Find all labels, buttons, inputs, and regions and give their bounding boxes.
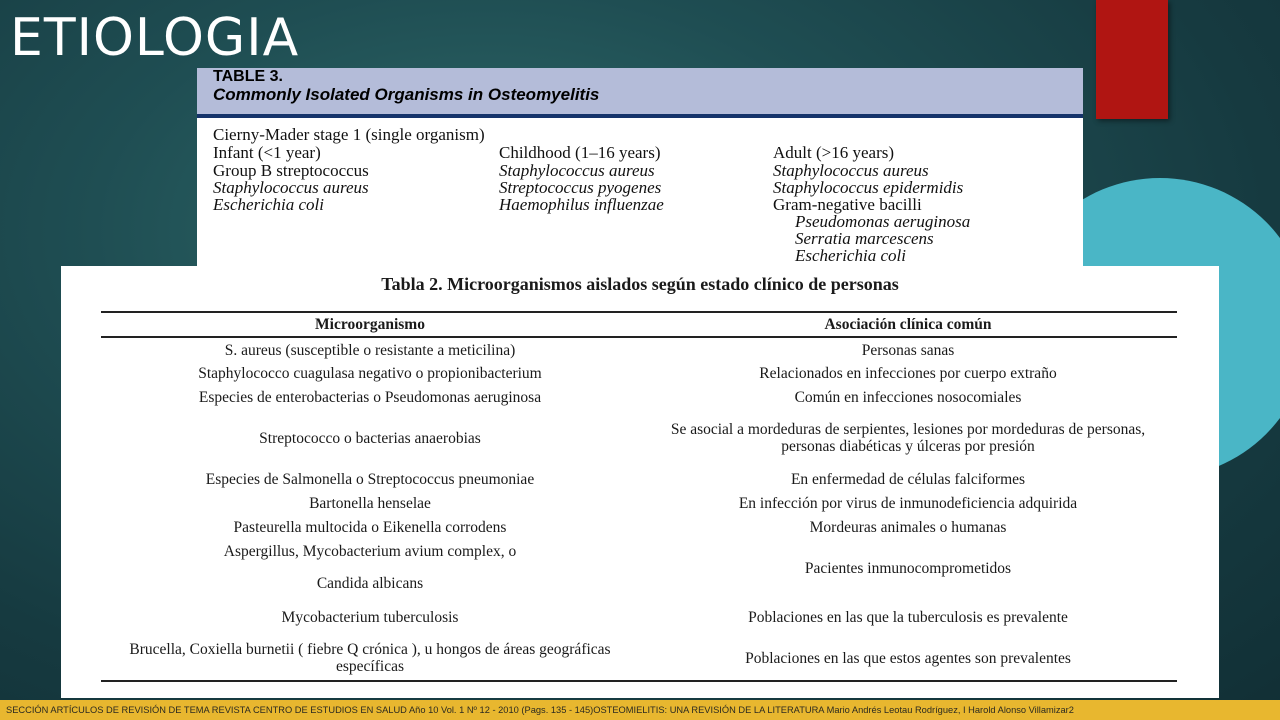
table3-col-header: Adult (>16 years) — [773, 143, 895, 162]
table-cell: En enfermedad de células falciformes — [790, 470, 1026, 488]
table3-image — [197, 68, 1083, 266]
table2-header-microorganismo: Microorganismo — [315, 316, 425, 333]
decorative-red-bar — [1096, 0, 1168, 119]
table-cell: Mordeuras animales o humanas — [809, 518, 1007, 536]
table3-item: Serratia marcescens — [795, 229, 934, 248]
table-cell: En infección por virus de inmunodeficiencia adquirida — [738, 494, 1078, 512]
table3-label: TABLE 3. — [213, 68, 283, 85]
table3-item: Streptococcus pyogenes — [499, 178, 662, 197]
table-cell: Candida albicans — [316, 574, 424, 592]
table-cell: Bartonella henselae — [309, 494, 431, 512]
table3-col-header: Childhood (1–16 years) — [499, 143, 661, 162]
table-cell: Especies de enterobacterias o Pseudomonas aeruginosa — [198, 388, 542, 406]
table-cell: Personas sanas — [861, 341, 955, 359]
table3-item: Group B streptococcus — [213, 161, 369, 180]
table-cell: S. aureus (susceptible o resistante a meticilina) — [224, 341, 516, 359]
table-cell: Común en infecciones nosocomiales — [794, 388, 1022, 406]
table3-item: Staphylococcus epidermidis — [773, 178, 964, 197]
table3-item: Pseudomonas aeruginosa — [795, 212, 971, 231]
table-cell: Pasteurella multocida o Eikenella corrodens — [233, 518, 507, 536]
table-cell: Especies de Salmonella o Streptococcus pneumoniae — [205, 470, 535, 488]
table2-image — [61, 266, 1219, 698]
table-cell: Se asocial a mordeduras de serpientes, lesiones por mordeduras de personas, personas diabéticas y úlceras por presión — [670, 421, 1146, 455]
table3-item: Gram-negative bacilli — [773, 195, 922, 214]
table3-item: Haemophilus influenzae — [499, 195, 664, 214]
table-cell: Staphylococco cuagulasa negativo o propionibacterium — [198, 364, 542, 382]
table3-col-header: Infant (<1 year) — [213, 143, 321, 162]
table-cell: Mycobacterium tuberculosis — [281, 608, 459, 626]
table3-item: Staphylococcus aureus — [213, 178, 369, 197]
table3-item: Escherichia coli — [213, 195, 324, 214]
table-cell: Poblaciones en las que la tuberculosis es prevalente — [748, 608, 1068, 626]
table3-header-band — [197, 68, 1083, 118]
table2-caption: Tabla 2. Microorganismos aislados según estado clínico de personas — [381, 274, 899, 294]
table3-caption: Commonly Isolated Organisms in Osteomyelitis — [213, 85, 600, 104]
table-cell: Poblaciones en las que estos agentes son prevalentes — [745, 649, 1071, 667]
table-cell: Aspergillus, Mycobacterium avium complex, o — [223, 542, 517, 560]
table2-bottom-rule — [101, 680, 1177, 682]
table3-item: Escherichia coli — [795, 246, 906, 265]
table-cell: Streptococco o bacterias anaerobias — [259, 429, 481, 447]
table2-header-rule — [101, 336, 1177, 338]
table2-header-asociacion: Asociación clínica común — [824, 316, 992, 333]
table3-stage: Cierny-Mader stage 1 (single organism) — [213, 125, 485, 144]
table3-item: Staphylococcus aureus — [499, 161, 655, 180]
table3-item: Staphylococcus aureus — [773, 161, 929, 180]
table-cell: Relacionados en infecciones por cuerpo extraño — [759, 364, 1057, 382]
table-cell: Brucella, Coxiella burnetii ( fiebre Q crónica ), u hongos de áreas geográficas específicas — [129, 641, 611, 675]
slide-title: ETIOLOGIA — [10, 8, 300, 68]
table-cell: Pacientes inmunocomprometidos — [804, 559, 1012, 577]
table2-top-rule — [101, 311, 1177, 313]
footer-citation: SECCIÓN ARTÍCULOS DE REVISIÓN DE TEMA REVISTA CENTRO DE ESTUDIOS EN SALUD Año 10 Vol. 1 Nº 12 - 2010 (Pags. 135 - 145)OSTEOMIELITIS: UNA REVISIÓN DE LA LITERATURA Mario Andrés Leotau Rodríguez, I Harold Alonso Villamizar2 — [0, 700, 1280, 720]
